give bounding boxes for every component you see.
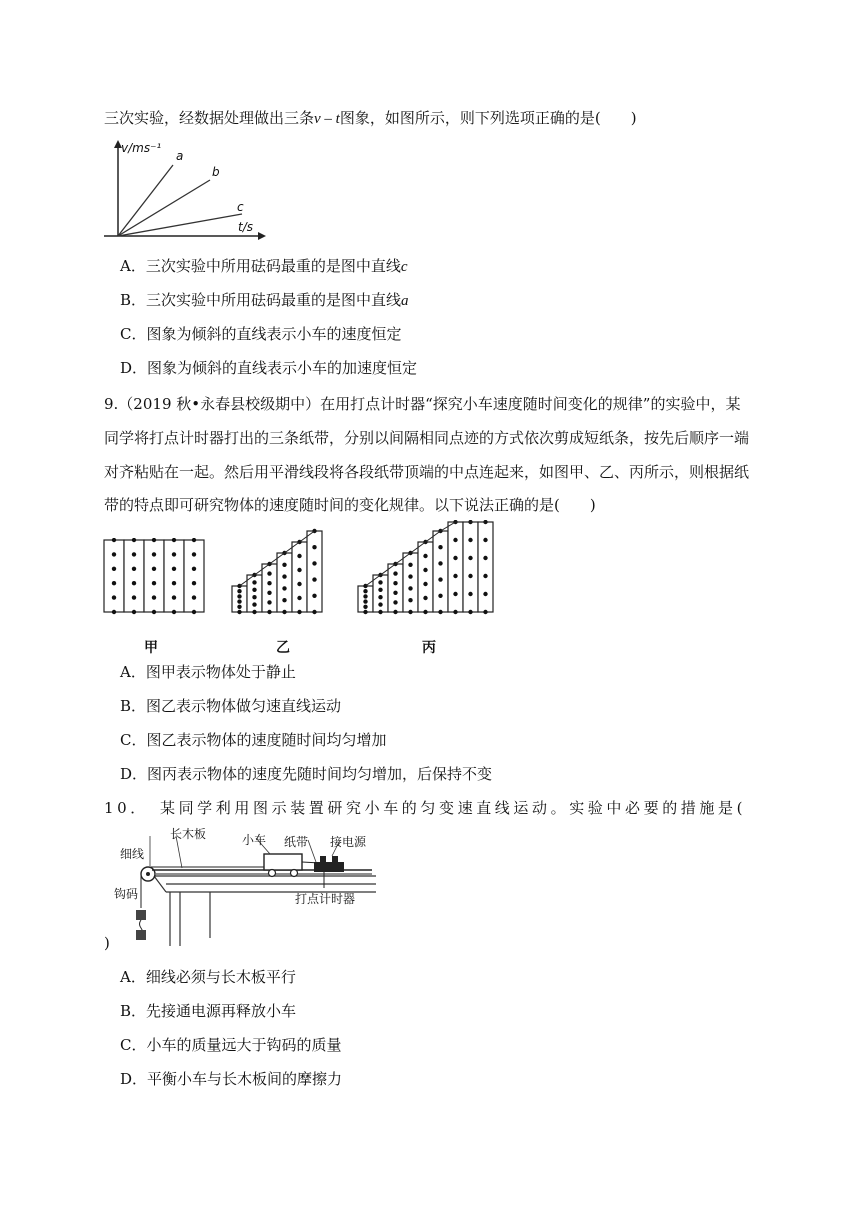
tape-dot xyxy=(112,567,116,571)
tape-dot xyxy=(423,610,427,614)
tape-dot xyxy=(172,595,176,599)
tape-dot xyxy=(408,610,412,614)
tape-dot xyxy=(267,591,271,595)
figure-label-yi: 乙 xyxy=(276,640,290,656)
option-letter: B． xyxy=(120,697,147,715)
tape-strip xyxy=(307,531,322,612)
tape-dot xyxy=(297,610,301,614)
line-a xyxy=(118,165,173,236)
tape-dot xyxy=(468,556,472,560)
option-text: 先接通电源再释放小车 xyxy=(146,1002,297,1020)
tape-dot xyxy=(468,592,472,596)
tape-dot xyxy=(267,600,271,604)
tape-dot xyxy=(192,552,196,556)
tape-strip xyxy=(463,522,478,612)
tape-dot xyxy=(282,563,286,567)
tape-dot xyxy=(483,538,487,542)
tape-strip xyxy=(184,540,204,612)
figure-label-jia: 甲 xyxy=(144,640,158,656)
timer-icon xyxy=(314,862,344,872)
tape-dot xyxy=(438,561,442,565)
tape-dot xyxy=(282,598,286,602)
tape-dot xyxy=(237,594,241,598)
label-timer: 打点计时器 xyxy=(295,892,356,906)
tape-dot xyxy=(393,600,397,604)
q10-option-d xyxy=(120,1069,342,1089)
option-text: 图象为倾斜的直线表示小车的速度恒定 xyxy=(146,325,402,343)
label-cart: 小车 xyxy=(242,833,267,847)
tape-dot xyxy=(297,596,301,600)
tape-dot xyxy=(172,538,176,542)
option-var: a xyxy=(401,293,409,309)
q8-option-d xyxy=(120,358,417,378)
tape-dot xyxy=(423,582,427,586)
tape-dot xyxy=(312,610,316,614)
tape-dot xyxy=(237,610,241,614)
tape-dot xyxy=(312,561,316,565)
tape-dot xyxy=(483,610,487,614)
tape-dot xyxy=(237,605,241,609)
tape-dot xyxy=(267,571,271,575)
tape-dot xyxy=(172,567,176,571)
tape-dot xyxy=(438,594,442,598)
tape-dot xyxy=(297,568,301,572)
tape-dot xyxy=(363,605,367,609)
tape-dot xyxy=(453,538,457,542)
tape-dot xyxy=(468,538,472,542)
q9-bracket: ( ) xyxy=(554,496,596,514)
q8-option-a xyxy=(120,256,408,277)
tape-figure-bing xyxy=(356,520,496,616)
tape-dot xyxy=(172,610,176,614)
tape-dot xyxy=(363,594,367,598)
q10-option-a xyxy=(120,967,296,987)
tape-dot xyxy=(252,595,256,599)
label-tape: 纸带 xyxy=(284,835,309,849)
tape-dot xyxy=(453,574,457,578)
option-letter: B． xyxy=(120,1002,147,1020)
q8-option-b xyxy=(120,290,409,311)
tape-dot xyxy=(453,556,457,560)
tape-dot xyxy=(132,595,136,599)
tape-dot xyxy=(112,595,116,599)
tape-strip xyxy=(418,542,433,612)
tape-dot xyxy=(378,610,382,614)
tape-dot xyxy=(438,545,442,549)
option-letter: D． xyxy=(120,359,148,377)
tape-strip xyxy=(292,542,307,612)
tape-strip xyxy=(164,540,184,612)
q10-stem-text: 10． 某同学利用图示装置研究小车的匀变速直线运动。实验中必要的措施是 xyxy=(104,799,737,817)
option-text: 图丙表示物体的速度先随时间均匀增加，后保持不变 xyxy=(147,765,493,783)
x-axis-arrow xyxy=(258,232,266,240)
tape-dot xyxy=(252,602,256,606)
option-text: 细线必须与长木板平行 xyxy=(145,968,296,986)
tape-dot xyxy=(468,574,472,578)
x-axis-label: t/s xyxy=(238,220,253,234)
q10-bracket-open: ( xyxy=(736,799,747,817)
q9-stem-text: 带的特点即可研究物体的速度随时间的变化规律。以下说法正确的是 xyxy=(104,496,555,514)
tape-dot xyxy=(282,610,286,614)
tape-dot xyxy=(393,571,397,575)
tape-dot xyxy=(453,610,457,614)
tape-dot xyxy=(378,580,382,584)
tape-dot xyxy=(132,610,136,614)
option-letter: C． xyxy=(120,1036,147,1054)
q10-option-c xyxy=(120,1035,342,1055)
q8-option-c xyxy=(120,324,402,344)
tape-strip xyxy=(388,564,403,612)
option-text: 图乙表示物体的速度随时间均匀增加 xyxy=(146,731,387,749)
tape-strip xyxy=(433,531,448,612)
tape-figure-yi xyxy=(230,528,330,616)
tape-dot xyxy=(408,563,412,567)
tape-dot xyxy=(192,595,196,599)
q8-vt: v – t xyxy=(314,111,340,127)
tape-dot xyxy=(378,588,382,592)
tape-dot xyxy=(132,567,136,571)
tape-strip xyxy=(144,540,164,612)
tape-dot xyxy=(152,552,156,556)
tape-dot xyxy=(112,581,116,585)
q8-bracket: ( ) xyxy=(594,109,637,127)
tape-dot xyxy=(267,610,271,614)
tape-dot xyxy=(393,581,397,585)
tape-dot xyxy=(152,610,156,614)
tape-dot xyxy=(483,592,487,596)
tape-dot xyxy=(408,586,412,590)
tape-dot xyxy=(363,599,367,603)
line-b-label: b xyxy=(212,165,220,179)
tape-dot xyxy=(483,574,487,578)
hook-weight-icon xyxy=(136,910,146,920)
option-letter: A． xyxy=(120,968,146,986)
line-a-label: a xyxy=(176,149,184,163)
option-letter: B． xyxy=(120,291,147,309)
q9-stem-line-4 xyxy=(104,495,596,515)
tape-dot xyxy=(192,567,196,571)
option-text: 三次实验中所用砝码最重的是图中直线 xyxy=(146,291,402,309)
tape-dot xyxy=(393,610,397,614)
option-letter: A． xyxy=(120,663,146,681)
option-letter: A． xyxy=(120,257,146,275)
tape-dot xyxy=(282,586,286,590)
tape-figure-jia xyxy=(102,538,208,616)
option-text: 小车的质量远大于钩码的质量 xyxy=(146,1036,342,1054)
tape-strip xyxy=(448,522,463,612)
tape-dot xyxy=(423,554,427,558)
cart-icon xyxy=(264,854,302,870)
figure-label-bing: 丙 xyxy=(422,640,436,656)
tape-dot xyxy=(252,610,256,614)
tape-dot xyxy=(192,538,196,542)
tape-dot xyxy=(112,552,116,556)
q9-option-b xyxy=(120,696,341,716)
q9-stem-line-3: 对齐粘贴在一起。然后用平滑线段将各段纸带顶端的中点连起来，如图甲、乙、丙所示，则根据纸 xyxy=(104,463,750,481)
tape-dot xyxy=(468,610,472,614)
option-letter: C． xyxy=(120,325,147,343)
tape-dot xyxy=(172,581,176,585)
q9-stem-line-1: 9.（2019 秋•永春县校级期中）在用打点计时器“探究小车速度随时间变化的规律”的实验中，某 xyxy=(104,395,741,413)
tape-dot xyxy=(267,581,271,585)
tape-dot xyxy=(252,588,256,592)
option-letter: D． xyxy=(120,765,148,783)
tape-strip xyxy=(403,553,418,612)
tape-dot xyxy=(297,582,301,586)
tape-dot xyxy=(192,610,196,614)
tape-strip xyxy=(277,553,292,612)
tape-strip xyxy=(124,540,144,612)
tape-strip xyxy=(104,540,124,612)
tape-dot xyxy=(393,591,397,595)
tape-dot xyxy=(152,581,156,585)
label-board: 长木板 xyxy=(170,827,207,841)
tape-dot xyxy=(312,545,316,549)
tape-dot xyxy=(237,599,241,603)
option-letter: C． xyxy=(120,731,147,749)
tape-strip xyxy=(478,522,493,612)
tape-dot xyxy=(408,598,412,602)
q10-bracket-close: ) xyxy=(104,934,110,952)
option-text: 三次实验中所用砝码最重的是图中直线 xyxy=(145,257,401,275)
tape-dot xyxy=(152,538,156,542)
option-text: 平衡小车与长木板间的摩擦力 xyxy=(147,1070,343,1088)
tape-dot xyxy=(378,595,382,599)
q10-stem xyxy=(104,798,746,818)
line-c-label: c xyxy=(237,200,244,214)
tape-dot xyxy=(312,594,316,598)
option-text: 图象为倾斜的直线表示小车的加速度恒定 xyxy=(147,359,418,377)
option-letter: D． xyxy=(120,1070,148,1088)
tape-dot xyxy=(132,538,136,542)
tape-dot xyxy=(363,610,367,614)
tape-dot xyxy=(483,556,487,560)
tape-dot xyxy=(423,596,427,600)
tape-dot xyxy=(312,577,316,581)
tape-dot xyxy=(192,581,196,585)
tape-dot xyxy=(172,552,176,556)
q8-stem-prefix: 三次实验，经数据处理做出三条 xyxy=(104,109,315,127)
q8-stem-suffix: 图象，如图所示，则下列选项正确的是 xyxy=(339,109,595,127)
tape-dot xyxy=(132,552,136,556)
tape-strip xyxy=(262,564,277,612)
q9-option-c xyxy=(120,730,387,750)
tape-dot xyxy=(282,574,286,578)
tape-dot xyxy=(112,538,116,542)
tape-dot xyxy=(152,567,156,571)
tape-dot xyxy=(423,568,427,572)
tape-dot xyxy=(438,610,442,614)
tape-dot xyxy=(132,581,136,585)
tape-dot xyxy=(237,589,241,593)
q8-stem xyxy=(104,108,637,129)
option-var: c xyxy=(400,259,408,275)
option-text: 图甲表示物体处于静止 xyxy=(145,663,296,681)
q9-stem-line-2: 同学将打点计时器打出的三条纸带，分别以间隔相同点迹的方式依次剪成短纸条，按先后顺序一端 xyxy=(104,429,750,447)
q9-option-a xyxy=(120,662,296,682)
tape-dot xyxy=(152,595,156,599)
tape-dot xyxy=(297,554,301,558)
q9-option-d xyxy=(120,764,492,784)
label-thread: 细线 xyxy=(120,847,145,861)
y-axis-label: v/ms⁻¹ xyxy=(121,141,162,155)
tape-dot xyxy=(408,574,412,578)
tape-dot xyxy=(363,589,367,593)
label-hook-weight: 钩码 xyxy=(114,887,139,901)
tape-dot xyxy=(453,592,457,596)
tape-dot xyxy=(438,577,442,581)
label-power: 接电源 xyxy=(330,835,367,849)
q10-option-b xyxy=(120,1001,296,1021)
tape-dot xyxy=(112,610,116,614)
tape-dot xyxy=(252,580,256,584)
tape-dot xyxy=(378,602,382,606)
option-text: 图乙表示物体做匀速直线运动 xyxy=(146,697,342,715)
